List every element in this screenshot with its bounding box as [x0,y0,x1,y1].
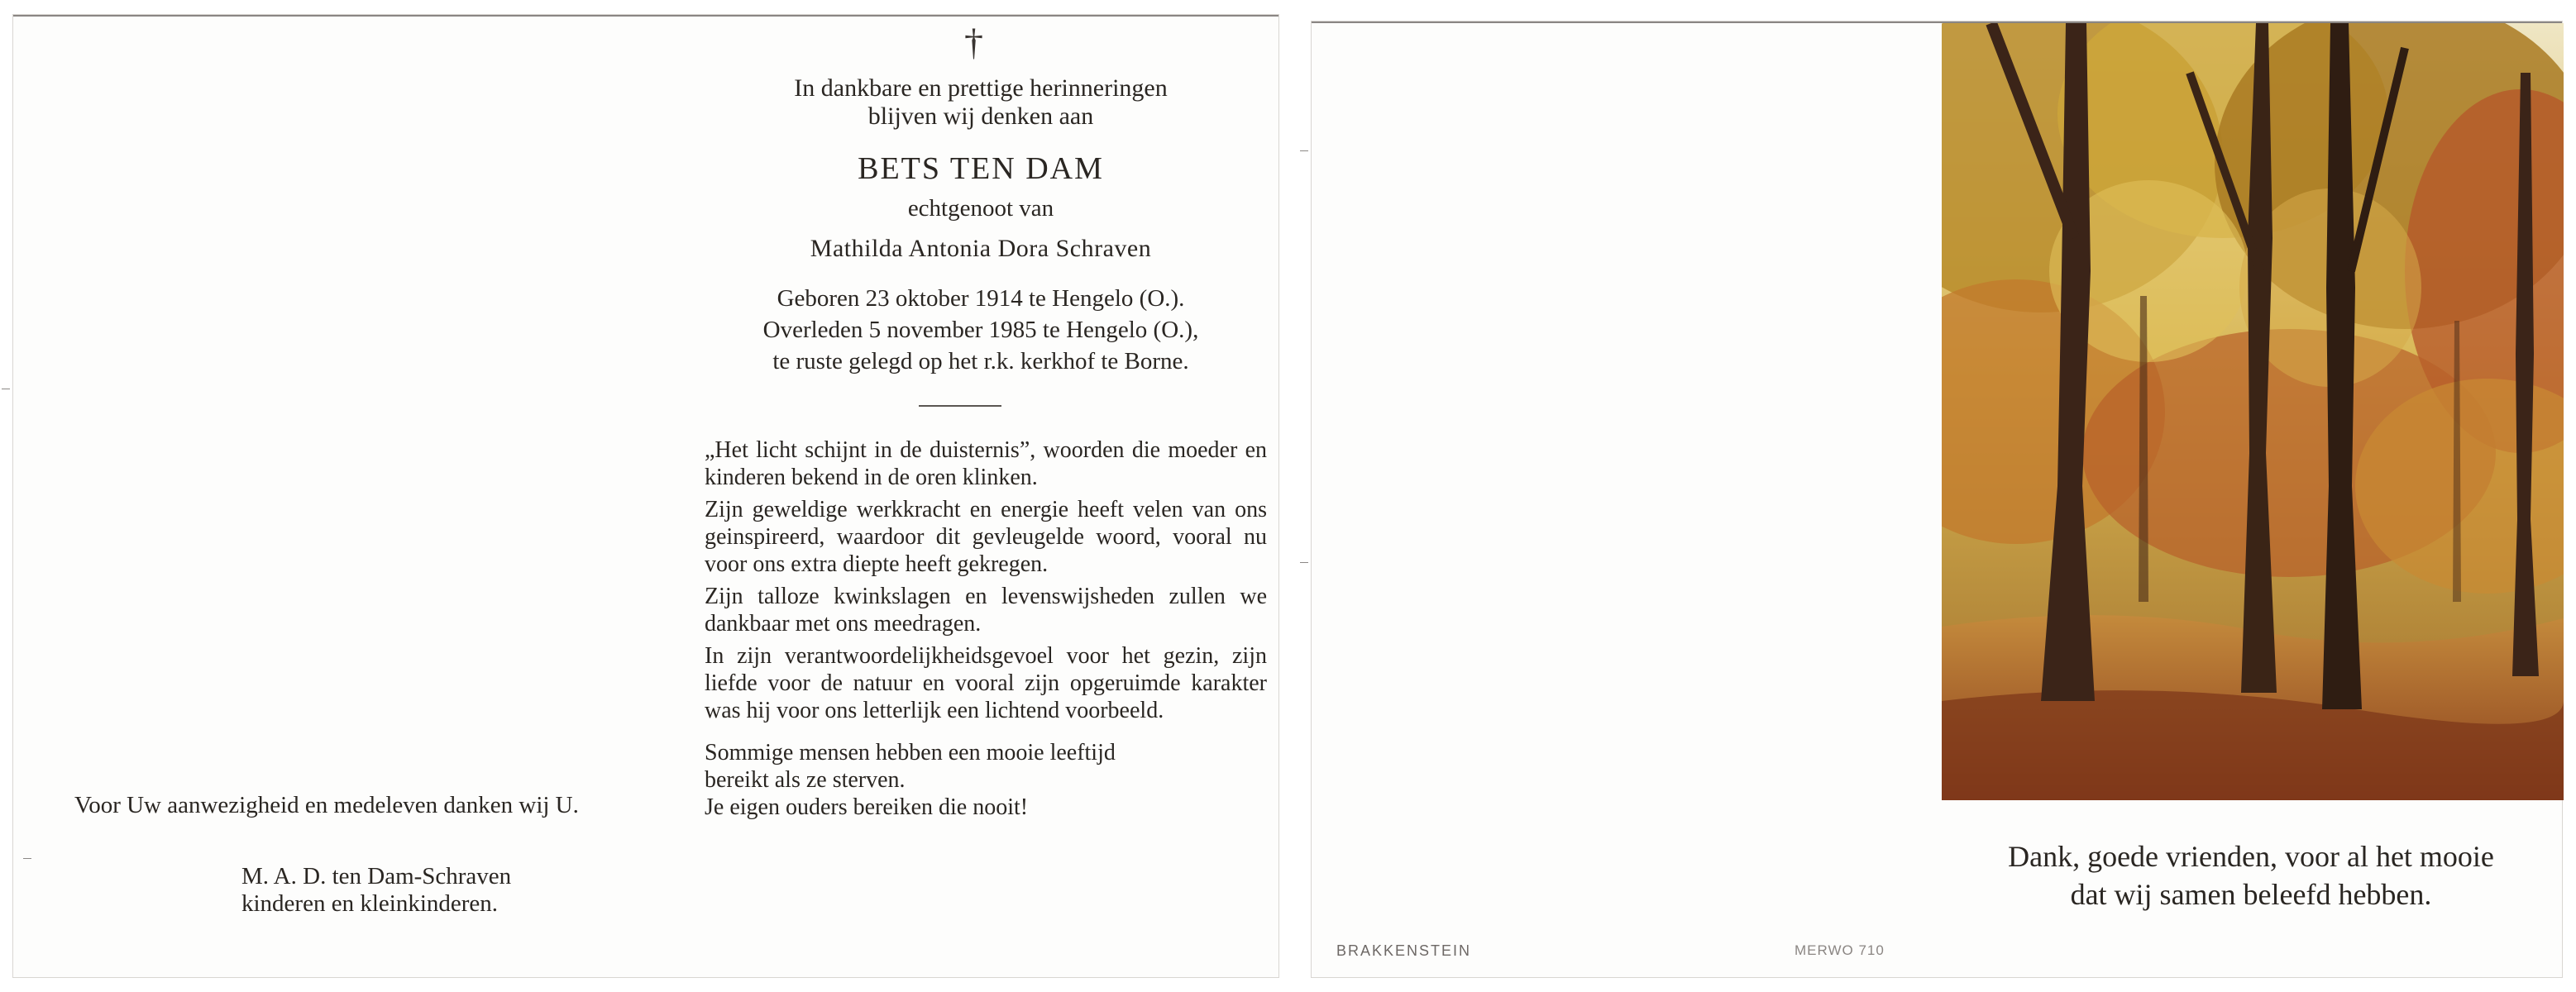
cross-icon: † [964,21,983,63]
intro-text [691,74,1270,131]
birth-line: Geboren 23 oktober 1914 te Hengelo (O.). [777,285,1185,312]
paragraph-2: Zijn geweldige werkkracht en energie heeft velen van ons geinspireerd, waardoor dit gevleugelde woord, vooral nu voor ons extra diepte heeft gekregen. [705,497,1267,577]
scan-mark [23,858,31,859]
divider [919,405,1001,407]
memorial-text [705,436,1267,826]
paragraph-3: Zijn talloze kwinkslagen en levenswijsheden zullen we dankbaar met ons meedragen. [705,584,1267,637]
spouse-name: Mathilda Antonia Dora Schraven [810,235,1152,262]
life-dates [691,283,1270,377]
memorial-card-photo-side [1312,21,2562,977]
spouse-label: echtgenoot van [907,195,1054,222]
death-line: Overleden 5 november 1985 te Hengelo (O.), [762,317,1199,343]
memorial-card-text-side [13,15,1278,977]
model-number: MERWO 710 [1795,942,1885,958]
scan-mark [1300,150,1308,151]
closing-line-1: Sommige mensen hebben een mooie leeftijd [705,740,1116,765]
closing-line-2: bereikt als ze sterven. [705,767,906,793]
closing-text [705,739,1267,821]
quote-line-2: dat wij samen beleefd hebben. [2070,878,2432,911]
quote-line-1: Dank, goede vrienden, voor al het mooie [2008,840,2494,873]
paragraph-1: „Het licht schijnt in de duisternis”, woorden die moeder en kinderen bekend in de oren klinken. [705,437,1267,490]
signature-line-1: M. A. D. ten Dam-Schraven [241,863,512,889]
signature-line-2: kinderen en kleinkinderen. [241,890,499,917]
publisher-imprint: BRAKKENSTEIN [1336,942,1472,959]
burial-line: te ruste gelegd op het r.k. kerkhof te Borne. [772,348,1189,374]
thanks-text: Voor Uw aanwezigheid en medeleven danken wij U. [74,792,579,818]
scan-mark [1300,562,1308,563]
deceased-name: BETS TEN DAM [858,151,1104,186]
intro-line-1: In dankbare en prettige herinneringen [794,74,1168,102]
paragraph-4: In zijn verantwoordelijkheidsgevoel voor het gezin, zijn liefde voor de natuur en vooral zijn opgeruimde karakter was hij voor ons letterlijk een lichtend voorbeeld. [705,643,1267,723]
signature [241,863,511,918]
thank-you-quote [1940,837,2562,913]
closing-line-3: Je eigen ouders bereiken die nooit! [705,794,1029,820]
intro-line-2: blijven wij denken aan [867,103,1094,130]
autumn-forest-photo-icon [1942,23,2564,800]
